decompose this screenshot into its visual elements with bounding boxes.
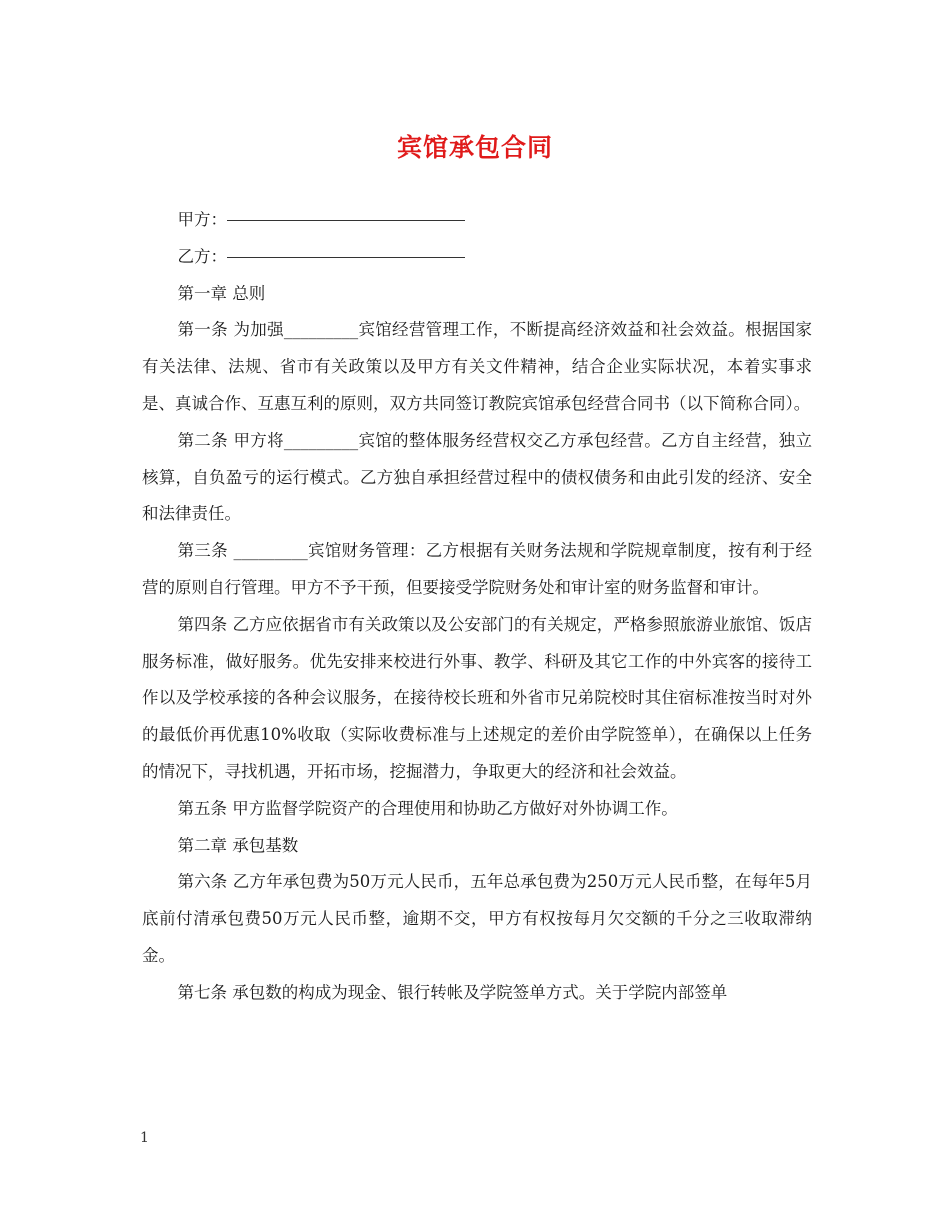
chapter-1-heading: 第一章 总则	[177, 283, 266, 303]
party-a-label: 甲方：	[177, 210, 227, 229]
page-number: 1	[140, 1130, 149, 1146]
party-a-blank	[227, 219, 465, 221]
document-body	[142, 202, 812, 1012]
article-1: 第一条 为加强_________宾馆经营管理工作，不断提高经济效益和社会效益。根据国家有关法律、法规、省市有关政策以及甲方有关文件精神，结合企业实际状况，本着实事求是、真诚合作、互惠互利的原则，双方共同签订教院宾馆承包经营合同书（以下简称合同）。	[142, 320, 812, 413]
party-b-blank	[227, 256, 465, 258]
article-4: 第四条 乙方应依据省市有关政策以及公安部门的有关规定，严格参照旅游业旅馆、饭店服务标准，做好服务。优先安排来校进行外事、教学、科研及其它工作的中外宾客的接待工作以及学校承接的各种会议服务，在接待校长班和外省市兄弟院校时其住宿标准按当时对外的最低价再优惠10%收取（实际收费标准与上述规定的差价由学院签单），在确保以上任务的情况下，寻找机遇，开拓市场，挖掘潜力，争取更大的经济和社会效益。	[142, 614, 812, 781]
article-2: 第二条 甲方将_________宾馆的整体服务经营权交乙方承包经营。乙方自主经营，独立核算，自负盈亏的运行模式。乙方独自承担经营过程中的债权债务和由此引发的经济、安全和法律责任。	[142, 430, 812, 524]
chapter-2-heading: 第二章 承包基数	[177, 835, 299, 855]
article-5: 第五条 甲方监督学院资产的合理使用和协助乙方做好对外协调工作。	[177, 798, 678, 818]
article-7: 第七条 承包数的构成为现金、银行转帐及学院签单方式。关于学院内部签单	[177, 982, 728, 1002]
party-a-line	[142, 202, 812, 239]
party-b-line	[142, 239, 812, 276]
article-3: 第三条 _________宾馆财务管理：乙方根据有关财务法规和学院规章制度，按有利于经营的原则自行管理。甲方不予干预，但要接受学院财务处和审计室的财务监督和审计。	[142, 541, 812, 597]
article-6: 第六条 乙方年承包费为50万元人民币，五年总承包费为250万元人民币整，在每年5月底前付清承包费50万元人民币整，逾期不交，甲方有权按每月欠交额的千分之三收取滞纳金。	[142, 872, 812, 965]
party-b-label: 乙方：	[177, 246, 227, 266]
document-title: 宾馆承包合同	[396, 133, 553, 162]
